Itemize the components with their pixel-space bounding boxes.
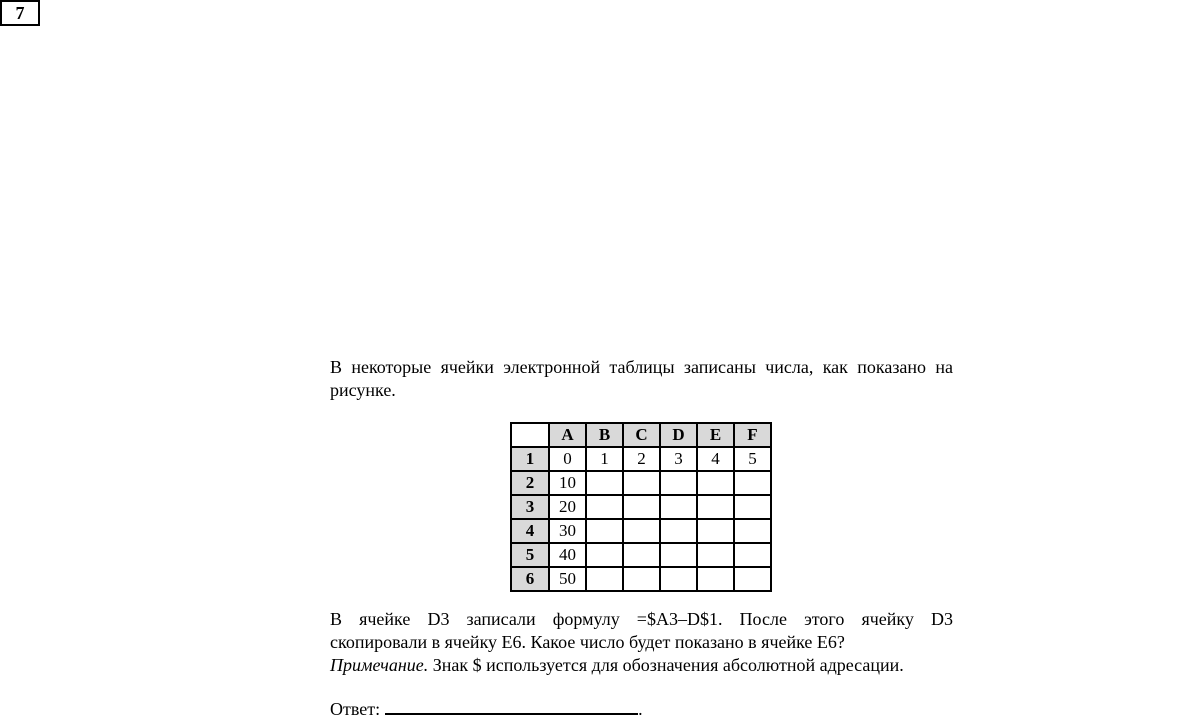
row-header-4: 4 [511,519,549,543]
spreadsheet-row-6 [511,567,771,591]
cell-C3 [623,495,660,519]
cell-E6 [697,567,734,591]
cell-E2 [697,471,734,495]
cell-A3: 20 [549,495,586,519]
answer-blank-line [385,699,638,715]
cell-C5 [623,543,660,567]
col-header-A: A [549,423,586,447]
intro-line-2: рисунке. [330,380,396,400]
cell-C4 [623,519,660,543]
col-header-E: E [697,423,734,447]
spreadsheet-header-row [511,423,771,447]
question-intro-paragraph [330,356,953,402]
note-label: Примечание. [330,655,429,675]
spreadsheet-row-4 [511,519,771,543]
cell-B3 [586,495,623,519]
cell-F2 [734,471,771,495]
row-header-5: 5 [511,543,549,567]
cell-F4 [734,519,771,543]
cell-E5 [697,543,734,567]
cell-D6 [660,567,697,591]
cell-C2 [623,471,660,495]
answer-label: Ответ: [330,699,381,719]
row-header-2: 2 [511,471,549,495]
cell-E1: 4 [697,447,734,471]
spreadsheet-row-5 [511,543,771,567]
answer-period: . [638,699,643,719]
cell-B4 [586,519,623,543]
cell-C6 [623,567,660,591]
cell-A1: 0 [549,447,586,471]
cell-B2 [586,471,623,495]
question-body-paragraph [330,608,953,677]
col-header-B: B [586,423,623,447]
spreadsheet-corner-cell [511,423,549,447]
cell-B1: 1 [586,447,623,471]
body-line-1: В ячейке D3 записали формулу =$A3–D$1. После этого ячейку D3 [330,609,953,629]
spreadsheet-row-1 [511,447,771,471]
cell-D5 [660,543,697,567]
spreadsheet-row-2 [511,471,771,495]
cell-E4 [697,519,734,543]
cell-F3 [734,495,771,519]
body-line-2: скопировали в ячейку E6. Какое число будет показано в ячейке E6? [330,632,845,652]
answer-row [330,698,953,721]
cell-D1: 3 [660,447,697,471]
spreadsheet-figure [510,422,772,592]
cell-A5: 40 [549,543,586,567]
row-header-6: 6 [511,567,549,591]
cell-B6 [586,567,623,591]
question-number-box [0,0,40,26]
question-number: 7 [15,2,25,23]
cell-C1: 2 [623,447,660,471]
cell-F6 [734,567,771,591]
col-header-C: C [623,423,660,447]
cell-E3 [697,495,734,519]
cell-D3 [660,495,697,519]
col-header-D: D [660,423,697,447]
cell-B5 [586,543,623,567]
cell-D4 [660,519,697,543]
intro-line-1: В некоторые ячейки электронной таблицы записаны числа, как показано на [330,357,953,377]
cell-F5 [734,543,771,567]
col-header-F: F [734,423,771,447]
spreadsheet-table [510,422,772,592]
spreadsheet-row-3 [511,495,771,519]
cell-A2: 10 [549,471,586,495]
cell-D2 [660,471,697,495]
cell-A6: 50 [549,567,586,591]
cell-F1: 5 [734,447,771,471]
note-text: Знак $ используется для обозначения абсолютной адресации. [428,655,904,675]
cell-A4: 30 [549,519,586,543]
row-header-1: 1 [511,447,549,471]
note-line [330,654,953,677]
row-header-3: 3 [511,495,549,519]
